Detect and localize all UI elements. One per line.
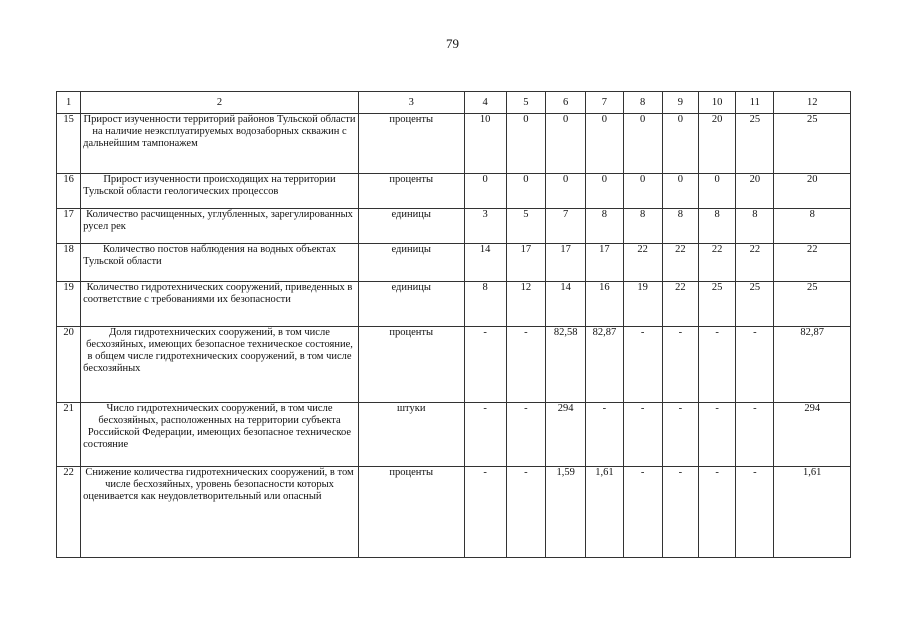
value-cell: 8 xyxy=(698,209,735,244)
value-cell: - xyxy=(464,467,506,558)
unit-of-measure: единицы xyxy=(358,282,464,327)
value-cell: - xyxy=(623,327,662,403)
indicator-name: Количество расчищенных, углубленных, зарегулированных русел рек xyxy=(81,209,359,244)
row-number: 18 xyxy=(57,244,81,282)
column-number: 10 xyxy=(698,92,735,114)
column-number: 7 xyxy=(586,92,623,114)
row-number: 19 xyxy=(57,282,81,327)
value-cell: - xyxy=(662,467,698,558)
value-cell: 0 xyxy=(506,114,545,174)
value-cell: - xyxy=(506,327,545,403)
value-cell: - xyxy=(736,327,774,403)
value-cell: - xyxy=(506,467,545,558)
column-number: 8 xyxy=(623,92,662,114)
value-cell: 20 xyxy=(774,174,851,209)
value-cell: 0 xyxy=(586,174,623,209)
value-cell: 3 xyxy=(464,209,506,244)
value-cell: 8 xyxy=(586,209,623,244)
value-cell: 0 xyxy=(662,114,698,174)
row-number: 16 xyxy=(57,174,81,209)
indicator-name: Прирост изученности происходящих на территории Тульской области геологических процессов xyxy=(81,174,359,209)
value-cell: 8 xyxy=(623,209,662,244)
indicator-name: Количество гидротехнических сооружений, приведенных в соответствие с требованиями их безопасности xyxy=(81,282,359,327)
row-number: 17 xyxy=(57,209,81,244)
value-cell: 0 xyxy=(623,114,662,174)
value-cell: 22 xyxy=(623,244,662,282)
unit-of-measure: проценты xyxy=(358,114,464,174)
value-cell: 0 xyxy=(662,174,698,209)
value-cell: 14 xyxy=(464,244,506,282)
unit-of-measure: проценты xyxy=(358,327,464,403)
value-cell: 22 xyxy=(774,244,851,282)
row-number: 20 xyxy=(57,327,81,403)
value-cell: 10 xyxy=(464,114,506,174)
value-cell: 8 xyxy=(774,209,851,244)
indicator-name: Доля гидротехнических сооружений, в том числе бесхозяйных, имеющих безопасное техническое состояние, в общем числе гидротехнических сооружений, в том числе бесхозяйных xyxy=(81,327,359,403)
unit-of-measure: единицы xyxy=(358,244,464,282)
column-number: 4 xyxy=(464,92,506,114)
row-number: 15 xyxy=(57,114,81,174)
value-cell: 5 xyxy=(506,209,545,244)
value-cell: 82,87 xyxy=(586,327,623,403)
column-number: 5 xyxy=(506,92,545,114)
unit-of-measure: штуки xyxy=(358,403,464,467)
value-cell: 14 xyxy=(546,282,586,327)
value-cell: 8 xyxy=(464,282,506,327)
value-cell: 25 xyxy=(774,282,851,327)
value-cell: 0 xyxy=(464,174,506,209)
value-cell: - xyxy=(698,327,735,403)
column-number: 2 xyxy=(81,92,359,114)
unit-of-measure: проценты xyxy=(358,174,464,209)
value-cell: 0 xyxy=(698,174,735,209)
value-cell: 25 xyxy=(698,282,735,327)
value-cell: - xyxy=(586,403,623,467)
value-cell: - xyxy=(698,403,735,467)
column-number: 6 xyxy=(546,92,586,114)
value-cell: 25 xyxy=(736,114,774,174)
value-cell: 22 xyxy=(662,282,698,327)
value-cell: 1,61 xyxy=(586,467,623,558)
value-cell: 22 xyxy=(662,244,698,282)
value-cell: 12 xyxy=(506,282,545,327)
row-number: 21 xyxy=(57,403,81,467)
unit-of-measure: единицы xyxy=(358,209,464,244)
value-cell: 0 xyxy=(546,114,586,174)
value-cell: 1,59 xyxy=(546,467,586,558)
column-number: 12 xyxy=(774,92,851,114)
value-cell: - xyxy=(662,403,698,467)
value-cell: - xyxy=(736,467,774,558)
column-number: 11 xyxy=(736,92,774,114)
table-row xyxy=(57,209,851,244)
table-row xyxy=(57,244,851,282)
indicators-table xyxy=(56,91,851,558)
value-cell: - xyxy=(698,467,735,558)
value-cell: 19 xyxy=(623,282,662,327)
value-cell: 0 xyxy=(506,174,545,209)
value-cell: 82,58 xyxy=(546,327,586,403)
value-cell: - xyxy=(623,467,662,558)
value-cell: 25 xyxy=(736,282,774,327)
value-cell: 0 xyxy=(586,114,623,174)
page-number: 79 xyxy=(446,36,459,51)
row-number: 22 xyxy=(57,467,81,558)
table-row xyxy=(57,403,851,467)
value-cell: 0 xyxy=(546,174,586,209)
column-number: 3 xyxy=(358,92,464,114)
column-number: 1 xyxy=(57,92,81,114)
indicator-name: Число гидротехнических сооружений, в том числе бесхозяйных, расположенных на территории субъекта Российской Федерации, имеющих безопасное техническое состояние xyxy=(81,403,359,467)
value-cell: 22 xyxy=(736,244,774,282)
value-cell: 17 xyxy=(546,244,586,282)
value-cell: 20 xyxy=(736,174,774,209)
value-cell: 0 xyxy=(623,174,662,209)
table-row xyxy=(57,327,851,403)
value-cell: 294 xyxy=(774,403,851,467)
value-cell: 25 xyxy=(774,114,851,174)
value-cell: - xyxy=(662,327,698,403)
value-cell: 17 xyxy=(586,244,623,282)
value-cell: - xyxy=(623,403,662,467)
value-cell: 1,61 xyxy=(774,467,851,558)
value-cell: - xyxy=(736,403,774,467)
column-number-row xyxy=(57,92,851,114)
unit-of-measure: проценты xyxy=(358,467,464,558)
value-cell: - xyxy=(506,403,545,467)
value-cell: - xyxy=(464,403,506,467)
value-cell: 7 xyxy=(546,209,586,244)
value-cell: 82,87 xyxy=(774,327,851,403)
value-cell: 22 xyxy=(698,244,735,282)
value-cell: 16 xyxy=(586,282,623,327)
value-cell: 20 xyxy=(698,114,735,174)
table-row xyxy=(57,467,851,558)
table-row xyxy=(57,282,851,327)
value-cell: - xyxy=(464,327,506,403)
table-row xyxy=(57,114,851,174)
indicator-name: Прирост изученности территорий районов Тульской области на наличие неэксплуатируемых водозаборных скважин с дальнейшим тампонажем xyxy=(81,114,359,174)
indicator-name: Количество постов наблюдения на водных объектах Тульской области xyxy=(81,244,359,282)
value-cell: 17 xyxy=(506,244,545,282)
value-cell: 8 xyxy=(662,209,698,244)
value-cell: 8 xyxy=(736,209,774,244)
indicator-name: Снижение количества гидротехнических сооружений, в том числе бесхозяйных, уровень безопасности которых оценивается как неудовлетворительный или опасный xyxy=(81,467,359,558)
column-number: 9 xyxy=(662,92,698,114)
table-row xyxy=(57,174,851,209)
value-cell: 294 xyxy=(546,403,586,467)
